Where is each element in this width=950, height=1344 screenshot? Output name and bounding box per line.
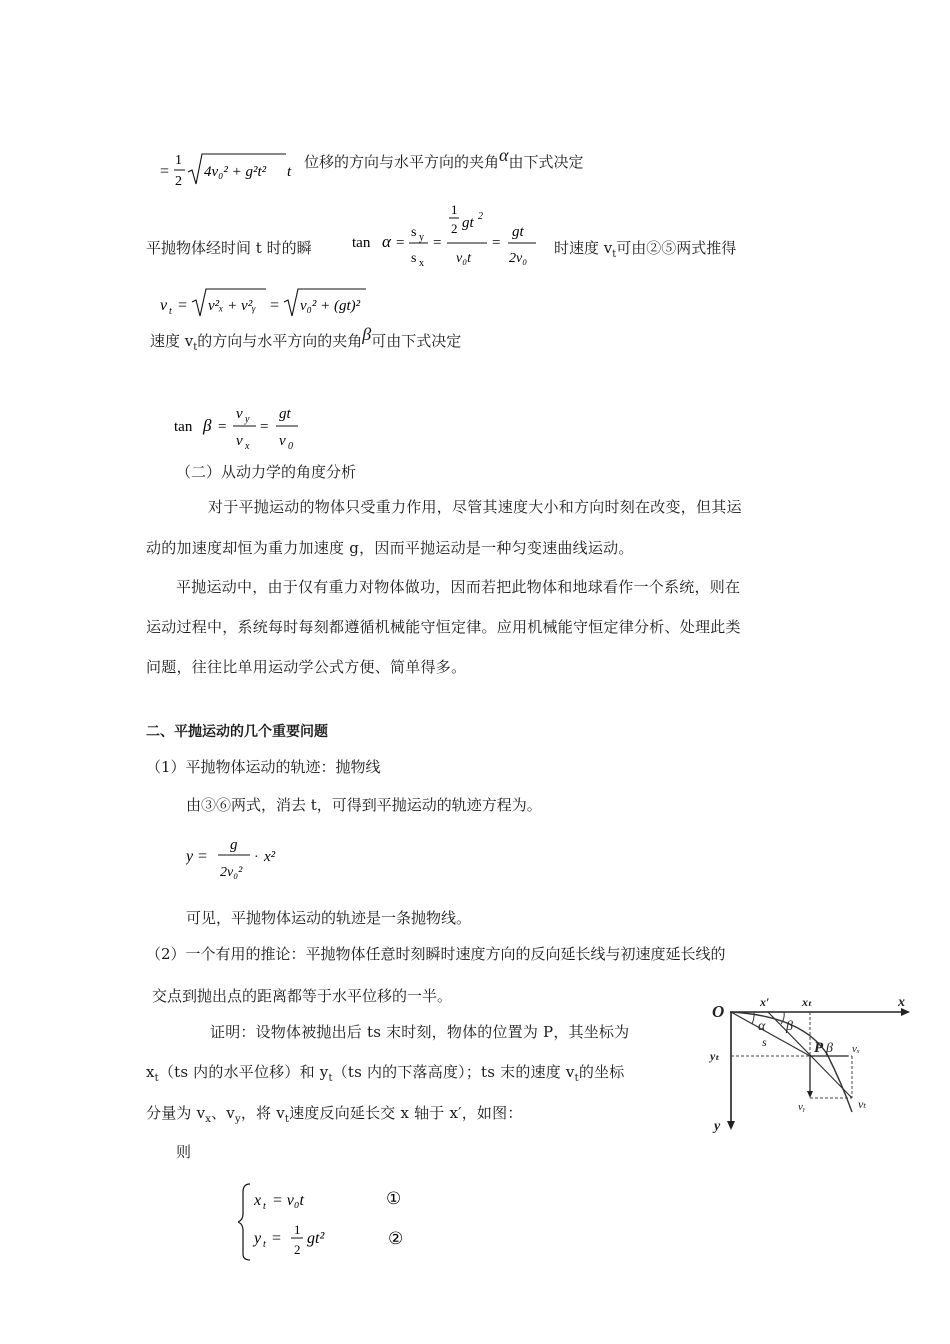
eq1-lhs: x xyxy=(254,1192,262,1209)
sy: s xyxy=(411,225,417,240)
eq2-lhs-sub: t xyxy=(263,1239,266,1250)
vt-formula xyxy=(160,286,380,320)
half-num: 1 xyxy=(451,202,458,217)
sx: s xyxy=(411,251,417,266)
traj-g: g xyxy=(230,837,238,853)
tan-alpha-formula xyxy=(350,200,550,280)
vt-lhs: v xyxy=(160,297,168,314)
svg-text:=: = xyxy=(178,297,188,314)
beta-text-3: 可由下式决定 xyxy=(371,332,462,350)
angle-text: 位移的方向与水平方向的夹角 xyxy=(304,153,500,171)
beta-text-sub: t xyxy=(193,342,198,353)
proof-3a: 分量为 v xyxy=(146,1104,206,1122)
proof-3b: 、v xyxy=(211,1104,235,1122)
svg-text:=: = xyxy=(218,419,227,435)
item1-title: （1）平抛物体运动的轨迹：抛物线 xyxy=(146,758,381,776)
eq2-rhs: gt² xyxy=(307,1230,325,1247)
label-vt: vₜ xyxy=(858,1097,867,1111)
proof-line2 xyxy=(146,1062,624,1089)
label-vx: vₓ xyxy=(852,1043,861,1055)
velocity-derive: 可由②⑤两式推得 xyxy=(616,239,737,257)
eq-sign: = xyxy=(160,163,170,180)
svg-text:=: = xyxy=(433,235,442,251)
v0: v xyxy=(279,433,286,449)
svg-text:=: = xyxy=(270,297,280,314)
tan-beta-label: tan xyxy=(174,419,193,435)
velocity-intro: 平抛物体经时间 t 时的瞬 xyxy=(146,239,312,257)
yt-sub: t xyxy=(328,1073,333,1084)
tan-beta-svg xyxy=(174,398,314,458)
proof-2c: （ts 内的下落高度）；ts 末的速度 v xyxy=(332,1063,575,1081)
label-beta-p: β xyxy=(826,1041,833,1056)
vt-lhs-sub: t xyxy=(169,306,172,317)
label-yt: yₜ xyxy=(710,1049,720,1063)
projectile-diagram xyxy=(702,994,914,1136)
item1-conclusion: 可见，平抛物体运动的轨迹是一条抛物线。 xyxy=(186,909,472,927)
alpha-symbol: α xyxy=(499,145,509,165)
eq1-number: ① xyxy=(386,1189,402,1208)
v0t: v₀t xyxy=(456,251,471,266)
traj-x2: x² xyxy=(264,849,276,865)
proof-3d: 速度反向延长交 x 轴于 x′，如图： xyxy=(289,1104,523,1122)
vy: v xyxy=(236,406,243,422)
label-x-prime: x′ xyxy=(760,995,770,1009)
gt-squared: gt xyxy=(462,215,474,231)
beta-text-2: 的方向与水平方向的夹角 xyxy=(197,332,363,350)
item2-line2: 交点到抛出点的距离都等于水平位移的一半。 xyxy=(152,987,453,1005)
proof-3c: ，将 v xyxy=(240,1104,285,1122)
velocity-derive-text xyxy=(554,238,736,265)
alpha: α xyxy=(382,232,391,251)
vt-rad1: v²ₓ + v²ᵧ xyxy=(208,298,256,314)
two-v0: 2v₀ xyxy=(509,251,528,266)
gt-num: gt xyxy=(279,406,291,422)
svg-text:=: = xyxy=(492,235,501,251)
vy-sub-3: y xyxy=(234,1114,241,1125)
then-label: 则 xyxy=(176,1143,192,1161)
traj-y: y xyxy=(186,848,194,865)
sx-sub: x xyxy=(419,258,424,269)
tan-label: tan xyxy=(352,235,371,251)
v0-sub: 0 xyxy=(288,441,293,452)
proof-2b: （ts 内的水平位移）和 y xyxy=(158,1063,329,1081)
beta-text-1: 速度 v xyxy=(150,332,194,350)
equation-system-svg xyxy=(238,1180,438,1264)
eq1-lhs-sub: t xyxy=(263,1201,266,1212)
vt-rad2: v₀² + (gt)² xyxy=(300,298,361,314)
eq2-half-num: 1 xyxy=(294,1222,301,1237)
displacement-formula-svg xyxy=(160,150,300,190)
label-x-axis: x xyxy=(898,995,905,1010)
item2-line1: （2）一个有用的推论：平抛物体任意时刻瞬时速度方向的反向延长线与初速度延长线的 xyxy=(146,945,726,963)
para-dynamics-2c: 问题，往往比单用运动学公式方便、简单得多。 xyxy=(146,658,467,676)
label-xt: xₜ xyxy=(802,995,813,1009)
sy-sub: y xyxy=(419,232,424,243)
section-two-heading: 二、平抛运动的几个重要问题 xyxy=(146,724,328,740)
tan-beta-formula xyxy=(174,398,314,458)
beta: β xyxy=(203,416,212,435)
para-dynamics-1b: 动的加速度却恒为重力加速度 g，因而平抛运动是一种匀变速曲线运动。 xyxy=(146,539,634,557)
svg-text:=: = xyxy=(198,848,208,865)
proof-line3 xyxy=(146,1103,523,1130)
para-dynamics-2a: 平抛运动中，由于仅有重力对物体做功，因而若把此物体和地球看作一个系统，则在 xyxy=(176,578,741,596)
xt: x xyxy=(146,1063,155,1081)
half-den: 2 xyxy=(451,221,458,236)
beta-symbol: β xyxy=(362,324,372,344)
label-s: s xyxy=(762,1035,767,1049)
label-y-axis: y xyxy=(714,1119,721,1134)
label-beta-top: β xyxy=(786,1019,793,1034)
beta-line xyxy=(150,324,462,358)
trajectory-formula xyxy=(186,834,296,884)
displacement-formula xyxy=(160,150,300,190)
vy-sub: y xyxy=(245,414,250,425)
vt-formula-svg xyxy=(160,286,380,320)
svg-text:=: = xyxy=(260,419,269,435)
projectile-diagram-svg xyxy=(702,994,914,1136)
var-t: t xyxy=(287,164,292,180)
velocity-vt: 时速度 v xyxy=(554,239,613,257)
eq2-half-den: 2 xyxy=(294,1242,301,1257)
label-alpha: α xyxy=(758,1019,766,1034)
svg-text:=: = xyxy=(396,235,405,251)
vx-sub: x xyxy=(245,441,250,452)
proof-2d: 的坐标 xyxy=(578,1063,625,1081)
eq2-lhs: y xyxy=(254,1230,262,1247)
label-vy: vᵧ xyxy=(798,1101,806,1113)
vt-sub: t xyxy=(612,249,617,260)
displacement-angle-text xyxy=(304,145,584,172)
eq2-number: ② xyxy=(388,1229,404,1248)
vx: v xyxy=(236,433,243,449)
para-dynamics-2b: 运动过程中，系统每时每刻都遵循机械能守恒定律。应用机械能守恒定律分析、处理此类 xyxy=(146,618,741,636)
para-dynamics-1a: 对于平抛运动的物体只受重力作用，尽管其速度大小和方向时刻在改变，但其运 xyxy=(208,498,742,516)
vt-sub-2: t xyxy=(574,1073,579,1084)
gt: gt xyxy=(512,224,524,240)
label-P: P xyxy=(814,1040,824,1056)
label-origin: O xyxy=(712,1002,725,1021)
velocity-line-text xyxy=(146,238,312,258)
item1-text: 由③⑥两式，消去 t，可得到平抛运动的轨迹方程为。 xyxy=(186,796,542,814)
traj-den: 2v₀² xyxy=(220,865,243,880)
frac-num: 1 xyxy=(175,153,182,168)
tan-alpha-svg xyxy=(350,200,550,280)
svg-text:2: 2 xyxy=(478,211,483,222)
eq2-eq: = xyxy=(272,1230,282,1247)
xt-sub: t xyxy=(154,1073,159,1084)
proof-line1: 证明：设物体被抛出后 ts 末时刻，物体的位置为 P，其坐标为 xyxy=(210,1023,630,1041)
svg-text:·: · xyxy=(254,850,259,865)
vt-sub-3: t xyxy=(284,1114,290,1125)
eq1-rhs: = v₀t xyxy=(272,1192,304,1209)
radicand: 4v₀² + g²t² xyxy=(204,164,267,180)
vx-sub-3: x xyxy=(205,1114,212,1125)
equation-system xyxy=(238,1180,438,1264)
frac-den: 2 xyxy=(175,174,182,189)
trajectory-svg xyxy=(186,834,296,884)
angle-text-2: 由下式决定 xyxy=(508,153,584,171)
section-dynamics: （二）从动力学的角度分析 xyxy=(176,463,357,481)
